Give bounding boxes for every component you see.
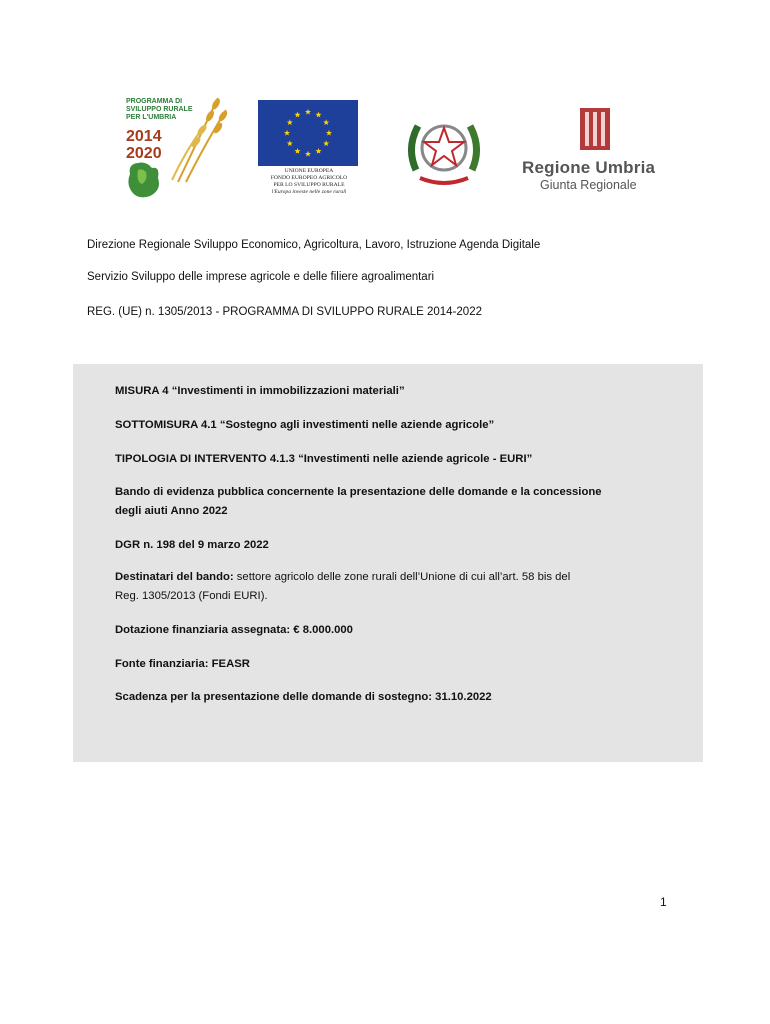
page-number: 1 [660, 895, 667, 909]
bando-title: Bando di evidenza pubblica concernente la presentazione delle domande e la concessione degli aiuti Anno 2022 [115, 486, 602, 517]
dotazione-line: Dotazione finanziaria assegnata: € 8.000.000 [115, 624, 353, 636]
header-direzione: Direzione Regionale Sviluppo Economico, Agricoltura, Lavoro, Istruzione Agenda Digitale [87, 239, 541, 251]
tipologia-line: TIPOLOGIA DI INTERVENTO 4.1.3 “Investimenti nelle aziende agricole - EURI” [115, 453, 533, 465]
emblem-icon [402, 108, 486, 192]
eu-star-icon [323, 119, 329, 125]
destinatari-line: Destinatari del bando: settore agricolo delle zone rurali dell’Unione di cui all’art. 58 bis del Reg. 1305/2013 (Fondi EURI). [115, 571, 571, 602]
psr-umbria-logo [118, 90, 230, 202]
eu-star-icon [315, 148, 321, 154]
eu-star-icon [284, 130, 290, 136]
psr-logo-text: PROGRAMMA DI SVILUPPO RURALE PER L'UMBRIA [126, 98, 193, 121]
eu-star-icon [315, 112, 321, 118]
umbria-logo-subtitle: Giunta Regionale [540, 178, 637, 192]
eu-star-icon [323, 140, 329, 146]
umbria-logo-name: Regione Umbria [522, 158, 656, 177]
italian-republic-emblem [402, 108, 486, 192]
eu-flag-icon [258, 100, 358, 166]
umbria-ceri-icon [580, 108, 610, 150]
sottomisura-line: SOTTOMISURA 4.1 “Sostegno agli investimenti nelle aziende agricole” [115, 419, 495, 431]
eu-star-icon [294, 112, 300, 118]
regione-umbria-logo [518, 108, 672, 198]
eu-logo-text: UNIONE EUROPEA FONDO EUROPEO AGRICOLO PER LO SVILUPPO RURALE l'Europa investe nelle zone rurali [270, 168, 348, 195]
eu-star-icon [287, 119, 293, 125]
eu-star-icon [305, 151, 311, 157]
psr-logo-years: 2014 2020 [126, 128, 162, 162]
bando-info-box [73, 364, 703, 762]
eu-star-icon [326, 130, 332, 136]
header-regolamento: REG. (UE) n. 1305/2013 - PROGRAMMA DI SVILUPPO RURALE 2014-2022 [87, 306, 482, 318]
eu-stars-icon [258, 100, 358, 166]
scadenza-line: Scadenza per la presentazione delle domande di sostegno: 31.10.2022 [115, 691, 492, 703]
fonte-line: Fonte finanziaria: FEASR [115, 658, 250, 670]
misura-line: MISURA 4 “Investimenti in immobilizzazioni materiali” [115, 385, 405, 397]
eu-star-icon [287, 140, 293, 146]
dgr-line: DGR n. 198 del 9 marzo 2022 [115, 539, 269, 551]
header-servizio: Servizio Sviluppo delle imprese agricole e delle filiere agroalimentari [87, 271, 435, 283]
eu-feasr-logo [256, 100, 362, 206]
eu-star-icon [294, 148, 300, 154]
wheat-icon [168, 90, 230, 185]
eu-star-icon [305, 109, 311, 115]
